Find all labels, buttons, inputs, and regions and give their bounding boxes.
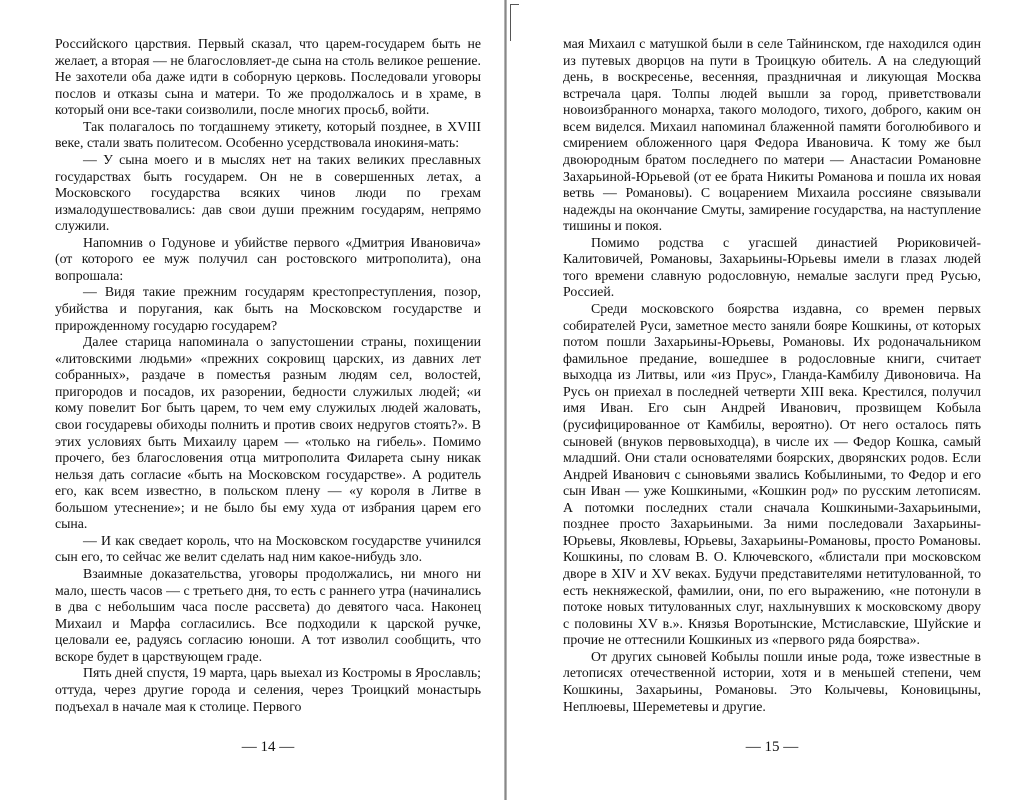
- left-page: [0, 0, 505, 800]
- page-number: — 15 —: [745, 739, 799, 755]
- paragraph: От других сыновей Кобылы пошли иные рода, тоже известные в летописях отечественной истории, хотя и в меньшей степени, чем Кошкины, Захарьины, Романовы. Это Колычевы, Коновицыны, Неплюевы, Шереметевы и другие.: [563, 648, 981, 714]
- left-page-text: [55, 36, 481, 715]
- paragraph: — И как сведает король, что на Московском государстве учинился сын его, то сейчас же велит сделать над ним какое-нибудь зло.: [55, 532, 481, 565]
- paragraph: мая Михаил с матушкой были в селе Тайнинском, где находился один из путевых дворцов на пути в Троицкую обитель. А на следующий день, в воскресенье, весенняя, праздничная и ликующая Москва встречала царя. Толпы людей вышли за город, приветствовали новоизбранного монарха, такого молодого, тихого, доброго, каким он всем виделся. Михаил напоминал блаженной памяти боголюбивого и смирением обложенного царя Федора Ивановича. К тому же был двоюродным братом последнего по матери — Анастасии Романовне Захарьиной-Юрьевой (от ее брата Никиты Романова и пошла их новая ветвь — Романовы). С воцарением Михаила россияне связывали надежды на окончание Смуты, замирение государства, на наступление тишины и покоя.: [563, 36, 981, 234]
- paragraph: Помимо родства с угасшей династией Рюриковичей-Калитовичей, Романовы, Захарьины-Юрьевы имели в глазах людей того времени славную родословную, немалые заслуги пред Русью, Россией.: [563, 234, 981, 300]
- page-number: — 14 —: [241, 739, 295, 755]
- paragraph: Напомнив о Годунове и убийстве первого «Дмитрия Ивановича» (от которого ее муж получил сан ростовского митрополита), она вопрошала:: [55, 234, 481, 283]
- paragraph: — Видя такие прежним государям крестопреступления, позор, убийства и поругания, как быть на Московском государстве и прирожденному государю государем?: [55, 284, 481, 333]
- paragraph: Российского царствия. Первый сказал, что царем-государем быть не желает, а вторая — не благословляет-де сына на столь великое решение. Не захотели оба даже идти в соборную церковь. Последовали уговоры послов и отказы сына и матери. То же продолжалось и в храме, в который они все-таки соизволили, после многих просьб, войти.: [55, 36, 481, 118]
- paragraph: Далее старица напоминала о запустошении страны, похищении «литовскими людьми» «прежних сокровищ царских, из давних лет собранных», раздаче в поместья разным людям сел, волостей, пригородов и посадов, их разорении, бедности служилых людей; «и кому повелит Бог быть царем, то чем ему служилых людей жаловать, свои государевы обиходы полнить и против своих недругов стоять?». В этих условиях быть Михаилу царем — «только на гибель». Помимо прочего, без благословения отца митрополита Филарета сыну никак нельзя дать согласие «быть на Московском государстве». А родитель его, как всем известно, в польском плену — «у короля в Литве в большом утеснение»; и не было бы ему худа от избрания царем его сына.: [55, 334, 481, 532]
- paragraph: — У сына моего и в мыслях нет на таких великих преславных государствах быть государем. Он не в совершенных летах, а Московского государства всяких чинов люди по грехам измалодушествовались: дав свои души прежним государям, непрямо служили.: [55, 151, 481, 234]
- paragraph: Пять дней спустя, 19 марта, царь выехал из Костромы в Ярославль; оттуда, через другие города и селения, через Троицкий монастырь подъехал в начале мая к столице. Первого: [55, 665, 481, 714]
- paragraph: Среди московского боярства издавна, со времен первых собирателей Руси, заметное место заняли бояре Кошкины, от которых потом пошли Захарьины-Юрьевы, Романовы. Их родоначальником фамильное предание, вошедшее в родословные книги, считает выходца из Литвы, или «из Прус», Гланда-Камбилу Дивоновича. На Русь он приехал в последней четверти XIII века. Крестился, получил имя Иван. Его сын Андрей Иванович, прозвищем Кобыла (русифицированное от Камбилы, вероятно). От него осталось пять сыновей (внуков первовыходца), в числе их — Федор Кошка, самый младший. Они стали основателями боярских, дворянских родов. Если Андрей Иванович с сыновьями звались Кобылиными, то Федор и его сын Иван — уже Кошкиными, «Кошкин род» по русским летописям. А потомки последних стали сначала Кошкиными-Захарьиными, позднее просто Захарьиными. За ними последовали Захарьины-Юрьевы, Яковлевы, Юрьевы, Захарьины-Романовы, просто Романовы. Кошкины, по словам В. О. Ключевского, «блистали при московском дворе в XIV и XV веках. Будучи представителями нетитулованной, то есть некняжеской, фамилии, они, по его выражению, «не потонули в потоке новых титулованных слуг, нахлынувших к московскому двору с половины XV в.». Князья Воротынские, Мстиславские, Шуйские и прочие не оттеснили Кошкиных из «первого ряда боярства».: [563, 301, 981, 648]
- paragraph: Взаимные доказательства, уговоры продолжались, ни много ни мало, шесть часов — с третьего дня, то есть с раннего утра (начинались в два с небольшим часа после рассвета) до девятого часа. Наконец Михаил и Марфа согласились. Все подходили к царской ручке, целовали ее, радуясь согласию юноши. А тот изволил сообщить, что вскоре будет в царствующем граде.: [55, 566, 481, 664]
- right-page-text: [563, 36, 981, 715]
- right-page: [507, 0, 1023, 800]
- paragraph: Так полагалось по тогдашнему этикету, который позднее, в XVIII веке, стали звать политесом. Особенно усердствовала инокиня-мать:: [55, 118, 481, 151]
